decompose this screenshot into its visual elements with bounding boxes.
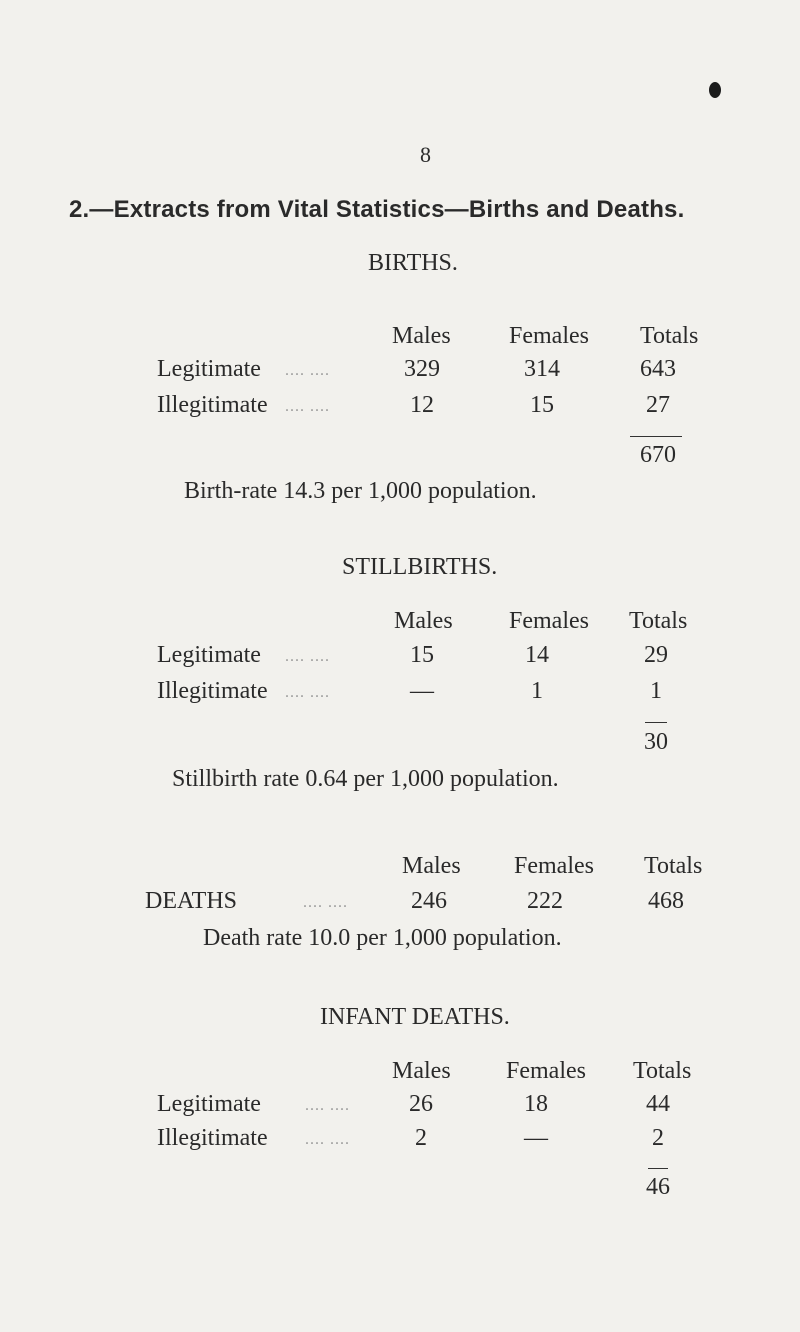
stillbirths-col-males: Males — [394, 608, 453, 634]
leader-dots: .... .... — [303, 894, 348, 911]
births-illegit-males: 12 — [410, 392, 434, 418]
infant-col-totals: Totals — [633, 1058, 692, 1084]
infant-deaths-title: INFANT DEATHS. — [320, 1004, 510, 1030]
infant-legit-females: 18 — [524, 1091, 548, 1117]
births-legit-totals: 643 — [640, 356, 676, 382]
births-illegit-females: 15 — [530, 392, 554, 418]
births-col-females: Females — [509, 323, 589, 349]
stillbirths-illegit-females: 1 — [531, 678, 543, 704]
infant-legit-males: 26 — [409, 1091, 433, 1117]
births-row-label: Illegitimate — [157, 392, 268, 418]
births-legit-males: 329 — [404, 356, 440, 382]
leader-dots: .... .... — [285, 648, 330, 665]
stillbirths-row-label: Legitimate — [157, 642, 261, 668]
stillbirths-legit-males: 15 — [410, 642, 434, 668]
births-title: BIRTHS. — [368, 250, 458, 276]
stillbirths-legit-totals: 29 — [644, 642, 668, 668]
page-title: 2.—Extracts from Vital Statistics—Births and Deaths. — [69, 196, 685, 223]
ink-blot-mark — [709, 82, 721, 98]
births-legit-females: 314 — [524, 356, 560, 382]
leader-dots: .... .... — [305, 1131, 350, 1148]
infant-col-females: Females — [506, 1058, 586, 1084]
infant-row-label: Illegitimate — [157, 1125, 268, 1151]
births-grand-total: 670 — [640, 442, 676, 468]
infant-illegit-totals: 2 — [652, 1125, 664, 1151]
births-illegit-totals: 27 — [646, 392, 670, 418]
deaths-col-males: Males — [402, 853, 461, 879]
births-col-totals: Totals — [640, 323, 699, 349]
deaths-label: DEATHS — [145, 888, 238, 914]
deaths-totals: 468 — [648, 888, 684, 914]
infant-legit-totals: 44 — [646, 1091, 670, 1117]
leader-dots: .... .... — [285, 362, 330, 379]
deaths-col-totals: Totals — [644, 853, 703, 879]
page-number: 8 — [420, 142, 431, 167]
leader-dots: .... .... — [285, 398, 330, 415]
stillbirths-col-totals: Totals — [629, 608, 688, 634]
infant-illegit-females: — — [524, 1125, 548, 1151]
deaths-females: 222 — [527, 888, 563, 914]
infant-illegit-males: 2 — [415, 1125, 427, 1151]
stillbirths-illegit-males: — — [410, 678, 434, 704]
infant-grand-total: 46 — [646, 1174, 670, 1200]
stillbirths-rate: Stillbirth rate 0.64 per 1,000 population. — [172, 766, 559, 792]
births-row-label: Legitimate — [157, 356, 261, 382]
stillbirths-title: STILLBIRTHS. — [342, 554, 498, 580]
stillbirths-col-females: Females — [509, 608, 589, 634]
births-total-rule — [630, 436, 682, 437]
leader-dots: .... .... — [285, 684, 330, 701]
stillbirths-illegit-totals: 1 — [650, 678, 662, 704]
deaths-rate: Death rate 10.0 per 1,000 population. — [203, 925, 562, 951]
stillbirths-grand-total: 30 — [644, 729, 668, 755]
births-rate: Birth-rate 14.3 per 1,000 population. — [184, 478, 537, 504]
stillbirths-legit-females: 14 — [525, 642, 549, 668]
infant-row-label: Legitimate — [157, 1091, 261, 1117]
infant-col-males: Males — [392, 1058, 451, 1084]
stillbirths-total-rule — [645, 722, 667, 723]
births-col-males: Males — [392, 323, 451, 349]
deaths-col-females: Females — [514, 853, 594, 879]
stillbirths-row-label: Illegitimate — [157, 678, 268, 704]
leader-dots: .... .... — [305, 1097, 350, 1114]
deaths-males: 246 — [411, 888, 447, 914]
infant-total-rule — [648, 1168, 668, 1169]
